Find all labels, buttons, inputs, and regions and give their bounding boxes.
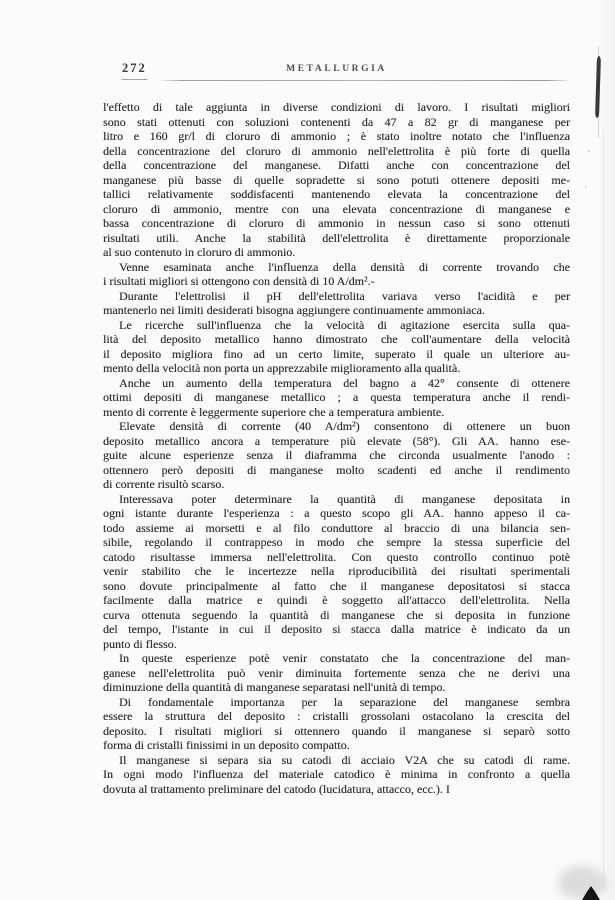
text-line: Interessava poter determinare la quantità di manganese depositata in	[119, 491, 570, 506]
text-line: catodo risultasse immersa nell'elettrolita. Con questo controllo continuo potè	[103, 549, 570, 564]
text-line: risultati utili. Anche la stabilità dell'elettrolita è direttamente proporzionale	[103, 230, 570, 245]
text-line: l'effetto di tale aggiunta in diverse condizioni di lavoro. I risultati migliori	[103, 100, 570, 114]
text-line: mantenerlo nei limiti desiderati bisogna aggiungere continuamente ammoniaca.	[103, 303, 485, 317]
text-line: i risultati migliori si ottengono con densità di 10 A/dm².-	[103, 274, 375, 288]
text-line: sibile, regolando il contrappeso in modo che sempre la stessa superficie del	[103, 535, 570, 549]
text-line: litro e 160 gr/l di cloruro di ammonio ; è stato inoltre notato che l'influenza	[103, 129, 570, 143]
text-line: dovuta al trattamento preliminare del catodo (lucidatura, attacco, ecc.). I	[103, 781, 450, 796]
text-line: manganese più basse di quelle sopradette si sono potuti ottenere depositi me-	[103, 172, 570, 187]
text-line: ogni istante durante l'esperienza : a questo scopo gli AA. hanno appeso il ca-	[103, 506, 570, 520]
text-line: della concentrazione del cloruro di ammonio nell'elettrolita è più forte di quella	[103, 143, 570, 158]
text-line: della concentrazione del manganese. Difatti anche con concentrazione del	[103, 158, 570, 172]
text-line: mento di corrente è leggermente superiore che a temperatura ambiente.	[103, 404, 445, 419]
text-line: facilmente dalla matrice e quindi è soggetto all'attacco dell'elettrolita. Nella	[103, 593, 570, 607]
text-line: sono stati ottenuti con soluzioni contenenti da 47 a 82 gr di manganese per	[103, 114, 570, 129]
text-line: Di fondamentale importanza per la separazione del manganese sembra	[119, 694, 570, 709]
text-line: del tempo, l'istante in cui il deposito si stacca dalla matrice è indicato da un	[103, 622, 570, 636]
text-line: cloruro di ammonio, mentre con una elevata concentrazione di manganese e	[103, 201, 570, 216]
text-line: Anche un aumento della temperatura del bagno a 42° consente di ottenere	[119, 375, 570, 390]
journal-title: METALLURGIA	[286, 64, 387, 74]
scan-artifact-fold-line	[603, 130, 604, 890]
text-line: diminuzione della quantità di manganese separatasi nell'unità di tempo.	[103, 680, 446, 694]
text-line: Venne esaminata anche l'influenza della densità di corrente trovando che	[119, 259, 570, 274]
text-line: deposito. I risultati migliori si ottennero quando il manganese si separò sotto	[103, 723, 570, 738]
text-line: lità del deposito metallico hanno dimostrato che coll'aumentare della velocità	[103, 332, 570, 346]
text-line: al suo contenuto in cloruro di ammonio.	[103, 245, 296, 259]
text-line: il deposito migliora fino ad un certo limite, superato il quale un ulteriore au-	[103, 346, 570, 361]
text-line: todo assieme ai morsetti e al filo conduttore al braccio di una bilancia sen-	[103, 520, 570, 535]
text-line: venir stabilito che le incertezze nella riproducibilità dei risultati sperimentali	[103, 564, 570, 578]
text-line: essere la struttura del deposito : cristalli grossolani ostacolano la crescita del	[103, 709, 570, 723]
text-line: curva ottenuta seguendo la quantità di manganese che si deposita in funzione	[103, 607, 570, 622]
text-line: deposito metallico ancora a temperature più elevate (58°). Gli AA. hanno ese-	[103, 433, 570, 448]
text-line: di corrente risultò scarso.	[103, 477, 225, 491]
header-rule	[158, 80, 572, 81]
text-line: ottimi depositi di manganese metallico ; a questa temperatura anche il rendi-	[103, 390, 570, 404]
text-line: Elevate densità di corrente (40 A/dm²) consentono di ottenere un buon	[119, 419, 570, 433]
scan-artifact-speck	[585, 186, 587, 188]
text-line: punto di flesso.	[103, 636, 177, 651]
header-rule-short	[121, 79, 148, 80]
text-line: forma di cristalli finissimi in un deposito compatto.	[103, 738, 350, 752]
text-line: In ogni modo l'influenza del materiale catodico è minima in confronto a quella	[103, 767, 570, 781]
text-line: bassa concentrazione di cloruro di ammonio in nessun caso si sono ottenuti	[103, 216, 570, 230]
text-line: sono dovute principalmente al fatto che il manganese depositatosi si stacca	[103, 578, 570, 593]
text-line: In queste esperienze potè venir constatato che la concentrazione del man-	[119, 651, 570, 665]
text-line: guite alcune esperienze senza il diaframma che circonda usualmente l'anodo :	[103, 448, 570, 462]
text-line: mento della velocità non porta un apprezzabile miglioramento alla qualità.	[103, 361, 461, 375]
text-line: Le ricerche sull'influenza che la velocità di agitazione esercita sulla qua-	[119, 317, 570, 332]
page-body-text	[103, 100, 570, 796]
text-line: ganese nell'elettrolita può venir diminuita fortemente senza che ne derivi una	[103, 665, 570, 680]
scan-artifact-blob-smudge	[558, 866, 606, 900]
text-line: ottennero però depositi di manganese molto scadenti ed anche il rendimento	[103, 462, 570, 477]
text-line: Durante l'elettrolisi il pH dell'elettrolita variava verso l'acidità e per	[119, 288, 570, 303]
text-line: tallici relativamente soddisfacenti mantenendo elevata la concentrazione del	[103, 187, 570, 201]
scan-artifact-sliver-top-right-icon	[595, 56, 601, 118]
text-line: Il manganese si separa sia su catodi di acciaio V2A che su catodi di rame.	[119, 752, 570, 767]
scan-artifact-speck	[588, 150, 590, 152]
page-number: 272	[122, 61, 147, 75]
